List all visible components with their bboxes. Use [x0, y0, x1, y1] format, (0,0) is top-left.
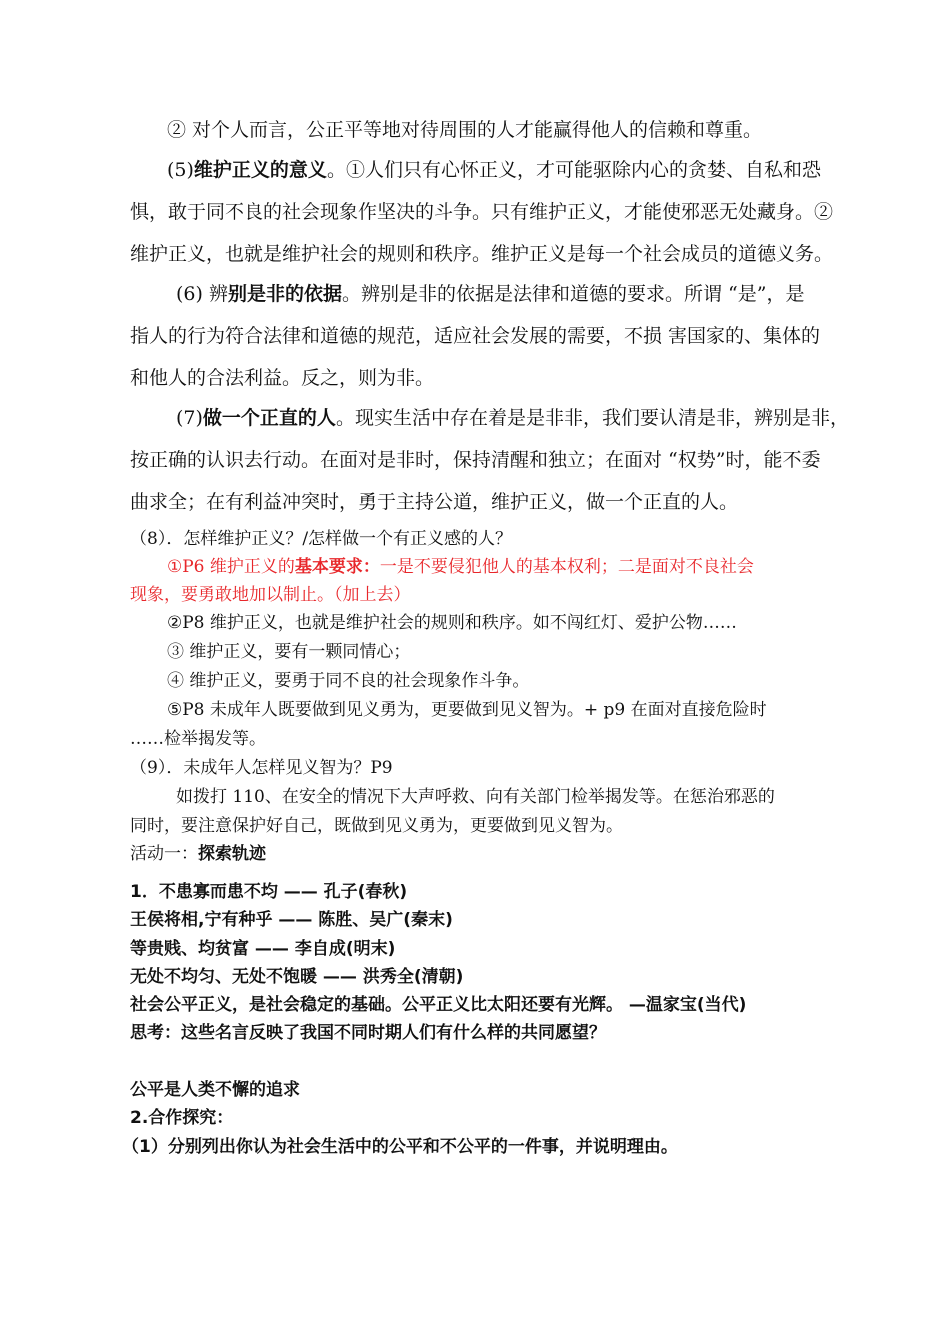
quote-wen-jiabao: 社会公平正义，是社会稳定的基础。公平正义比太阳还要有光辉。 —温家宝(当代): [130, 995, 747, 1015]
paragraph-s6-line3: 和他人的合法利益。反之，则为非。: [130, 367, 435, 389]
question-9: （9）．未成年人怎样见义智为？P9: [130, 758, 393, 778]
s6-line1-rest: 。辨别是非的依据是法律和道德的要求。所谓 “是”，是: [341, 283, 805, 305]
answer-8-1-bold: 基本要求：: [294, 557, 380, 577]
question-8: （8）．怎样维护正义？/怎样做一个有正义感的人？: [130, 529, 513, 549]
paragraph-s7-line2: 按正确的认识去行动。在面对是非时，保持清醒和独立；在面对 “权势”时，能不委: [130, 449, 821, 471]
paragraph-s5-line3: 维护正义，也就是维护社会的规则和秩序。维护正义是每一个社会成员的道德义务。: [130, 243, 834, 265]
s6-prefix: (6) 辨: [176, 283, 228, 305]
paragraph-s1-line1: ② 对个人而言，公正平等地对待周围的人才能赢得他人的信赖和尊重。: [167, 119, 763, 141]
activity-label: 活动一：: [130, 844, 198, 864]
s7-heading: 做一个正直的人: [202, 407, 336, 429]
quote-chen-sheng: 王侯将相,宁有种乎 —— 陈胜、吴广(秦末): [130, 910, 453, 930]
quote-hong-xiuquan: 无处不均匀、无处不饱暖 —— 洪秀全(清朝): [130, 967, 464, 987]
s5-heading: 维护正义的意义: [193, 159, 327, 181]
paragraph-s5-line1: [167, 159, 821, 181]
activity-title: 探索轨迹: [198, 844, 266, 864]
s5-line1-rest: 。①人们只有心怀正义，才可能驱除内心的贪婪、自私和恐: [326, 159, 821, 181]
cooperative-inquiry-heading: 2.合作探究：: [130, 1108, 234, 1128]
paragraph-s5-line2: 惧，敢于同不良的社会现象作坚决的斗争。只有维护正义，才能使邪恶无处藏身。②: [130, 201, 834, 223]
answer-8-1-line1: [167, 556, 754, 578]
paragraph-s6-line1: [176, 283, 804, 305]
answer-8-2: ②P8 维护正义，也就是维护社会的规则和秩序。如不闯红灯、爱护公物……: [167, 613, 737, 633]
answer-8-4: ④ 维护正义，要勇于同不良的社会现象作斗争。: [167, 671, 530, 691]
answer-9-line2: 同时，要注意保护好自己，既做到见义勇为，更要做到见义智为。: [130, 816, 623, 836]
paragraph-s7-line1: [176, 407, 849, 429]
s6-heading: 别是非的依据: [227, 283, 342, 305]
s7-line1-rest: 。现实生活中存在着是是非非，我们要认清是非，辨别是非，: [335, 407, 849, 429]
task-1: （1）分别列出你认为社会生活中的公平和不公平的一件事，并说明理由。: [122, 1137, 678, 1157]
answer-9-line1: 如拨打 110、在安全的情况下大声呼救、向有关部门检举揭发等。在惩治邪恶的: [176, 787, 775, 807]
quote-confucius: 1．不患寡而患不均 —— 孔子(春秋): [130, 882, 408, 902]
s5-prefix: (5): [167, 159, 194, 181]
answer-8-5-line2: ……检举揭发等。: [130, 729, 266, 749]
s7-prefix: (7): [176, 407, 203, 429]
paragraph-s7-line3: 曲求全；在有利益冲突时，勇于主持公道，维护正义，做一个正直的人。: [130, 491, 739, 513]
answer-8-1-line2: 现象，要勇敢地加以制止。（加上去）: [130, 585, 411, 605]
quote-li-zicheng: 等贵贱、均贫富 —— 李自成(明末): [130, 939, 396, 959]
activity-heading: [130, 843, 266, 865]
think-question: 思考：这些名言反映了我国不同时期人们有什么样的共同愿望？: [130, 1023, 606, 1043]
answer-8-1-prefix: ①P6 维护正义的: [167, 557, 295, 577]
answer-8-5-line1: ⑤P8 未成年人既要做到见义勇为，更要做到见义智为。+ p9 在面对直接危险时: [167, 700, 767, 720]
answer-8-3: ③ 维护正义，要有一颗同情心；: [167, 642, 411, 662]
conclusion-text: 公平是人类不懈的追求: [130, 1080, 300, 1100]
answer-8-1-rest: 一是不要侵犯他人的基本权利；二是面对不良社会: [379, 557, 754, 577]
paragraph-s6-line2: 指人的行为符合法律和道德的规范，适应社会发展的需要，不损 害国家的、集体的: [130, 325, 821, 347]
